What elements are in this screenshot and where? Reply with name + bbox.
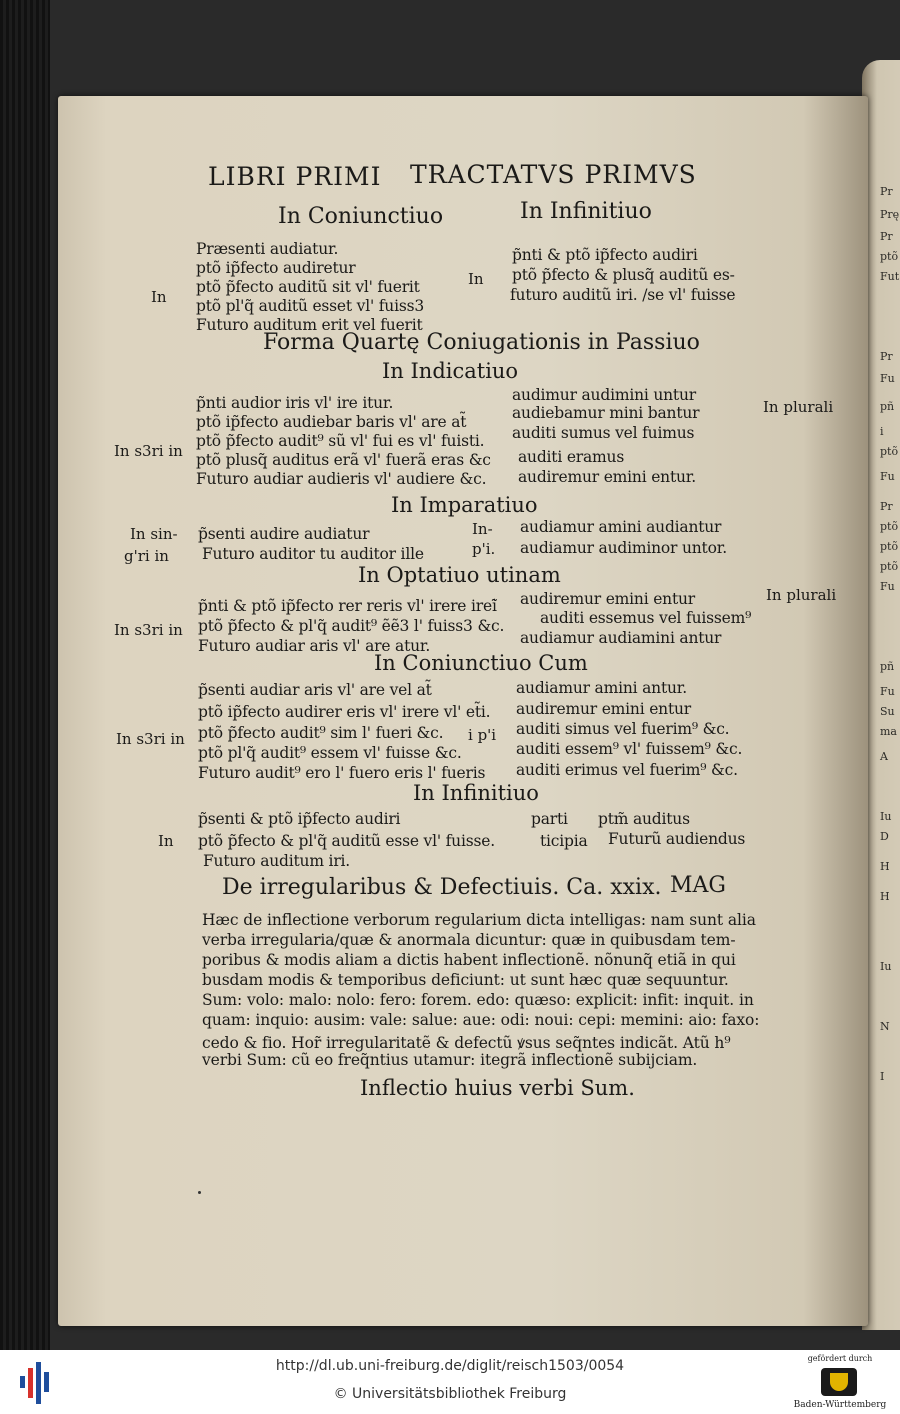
sec5-line: ptõ p̃fecto audit⁹ sim l' fueri &c.	[198, 724, 444, 742]
sec6-side-label: In	[158, 832, 174, 850]
sec1-line: futuro auditũ iri. /se vl' fuisse	[510, 286, 736, 304]
sec3-title: In Imparatiuo	[391, 493, 538, 517]
sec5-title: In Coniunctiuo Cum	[374, 651, 588, 675]
sec3-mid-label: p'i.	[472, 540, 496, 558]
sec3-side-label: In sin‑	[130, 525, 178, 543]
sec6-line: p̃senti & ptõ ip̃fecto audiri	[198, 810, 401, 828]
sec4-title: In Optatiuo utinam	[358, 563, 561, 587]
sec5-line: audiamur amini antur.	[516, 679, 687, 697]
facing-page-fragment: H	[880, 860, 890, 873]
sec6-line: ptm̃ auditus	[598, 810, 690, 828]
facing-page-fragment: Fut	[880, 270, 900, 283]
sec2-title: Forma Quartę Coniugationis in Passiuo	[263, 330, 700, 355]
sec6-title: In Infinitiuo	[413, 781, 539, 805]
book-edge	[0, 0, 50, 1350]
facing-page-fragment: H	[880, 890, 890, 903]
sec1-line: Præsenti audiatur.	[196, 240, 339, 258]
sec1-line: ptõ p̃fecto auditũ sit vl' fuerit	[196, 278, 420, 296]
facing-page-fragment: pñ	[880, 660, 895, 673]
sec3-line: audiamur amini audiantur	[520, 518, 722, 536]
sec5-line: p̃senti audiar aris vl' are vel at̃	[198, 681, 432, 699]
sec2-line: audiremur emini entur.	[518, 468, 696, 486]
viewer-footer	[0, 1350, 900, 1414]
sec6-mid-label: parti	[531, 810, 568, 828]
sec2-side-label-right: In plurali	[763, 398, 834, 416]
facing-page-fragment: A	[880, 750, 888, 763]
sec6-mid-label: ticipia	[540, 832, 588, 850]
copyright-notice: © Universitätsbibliothek Freiburg	[333, 1386, 567, 1402]
permalink-url[interactable]: http://dl.ub.uni-freiburg.de/diglit/reisch1503/0054	[275, 1358, 625, 1374]
facing-page-fragment: pñ	[880, 400, 895, 413]
sec4-line: audiamur audiamini antur	[520, 629, 722, 647]
sec3-side-label: g'ri in	[124, 547, 169, 565]
sec2-line: p̃nti audior iris vl' ire itur.	[196, 394, 394, 412]
sec5-line: auditi erimus vel fuerim⁹ &c.	[516, 761, 738, 779]
facing-page-fragment: Pr	[880, 350, 893, 363]
chapter-paragraph-line: quam: inquio: ausim: vale: salue: aue: odi: noui: cepi: memini: aio: faxo:	[202, 1011, 760, 1029]
sec1-mid-label: In	[468, 270, 484, 288]
book-page	[58, 96, 868, 1326]
sec2-line: audimur audimini untur	[512, 386, 696, 404]
sec2-line: ptõ ip̃fecto audiebar baris vl' are at̃	[196, 413, 467, 431]
sec4-line: auditi essemus vel fuissem⁹	[540, 609, 752, 627]
facing-page-fragment: I	[880, 1070, 885, 1083]
sec1-line: ptõ ip̃fecto audiretur	[196, 259, 356, 277]
sec3-mid-label: In‑	[472, 520, 493, 538]
facing-page-fragment: ptõ	[880, 560, 899, 573]
sec2-line: auditi sumus vel fuimus	[512, 424, 695, 442]
facing-page-fragment: Fu	[880, 372, 895, 385]
sec1-line: ptõ p̃fecto & plusq̃ auditũ es‑	[512, 266, 735, 284]
sec1-heading-left: In Coniunctiuo	[278, 204, 444, 229]
sponsor-block	[785, 1354, 895, 1412]
chapter-paragraph-line: verbi Sum: cũ eo freq̃ntius utamur: itegrã inflectionẽ subijciam.	[202, 1051, 698, 1069]
sec3-line: p̃senti audire audiatur	[198, 525, 370, 543]
sec3-line: Futuro auditor tu auditor ille	[202, 545, 424, 563]
facing-page-fragment: ptõ	[880, 445, 899, 458]
sec2-side-label: In s3ri in	[114, 442, 183, 460]
chapter-paragraph-line: poribus & modis aliam a dictis habent inflectionẽ. nõnunq̃ etiã in qui	[202, 951, 736, 969]
sec3-line: audiamur audiminor untor.	[520, 539, 727, 557]
sec2-line: Futuro audiar audieris vl' audiere &c.	[196, 470, 487, 488]
inflection-heading: Inflectio huius verbi Sum.	[360, 1076, 635, 1100]
sec1-heading-right: In Infinitiuo	[520, 199, 652, 224]
facing-page-fragment: N	[880, 1020, 890, 1033]
sec2-line: ptõ plusq̃ auditus erã vl' fuerã eras &c	[196, 451, 491, 469]
facing-page-fragment: Prę	[880, 208, 900, 221]
chapter-paragraph-line: verba irregularia/quæ & anormala dicuntur: quæ in quibusdam tem‑	[202, 931, 736, 949]
facing-page-fragment: Fu	[880, 580, 895, 593]
sec4-line: audiremur emini entur	[520, 590, 695, 608]
coat-of-arms-icon	[821, 1368, 857, 1396]
chapter-mark: MAG	[670, 873, 726, 898]
sec4-line: Futuro audiar aris vl' are atur.	[198, 637, 431, 655]
chapter-paragraph-line: busdam modis & temporibus deficiunt: ut sunt hæc quæ sequuntur.	[202, 971, 729, 989]
sec6-line: Futuro auditum iri.	[203, 852, 351, 870]
sec2-line: ptõ p̃fecto audit⁹ sũ vl' fui es vl' fuisti.	[196, 432, 485, 450]
facing-page-fragment: Iu	[880, 960, 892, 973]
chapter-title: De irregularibus & Defectiuis. Ca. xxix.	[222, 875, 662, 900]
sec2-line: audiebamur mini bantur	[512, 404, 700, 422]
running-header-right: TRACTATVS PRIMVS	[410, 160, 697, 189]
chapter-paragraph-line: cedo & fio. Hor̃ irregularitatẽ & defectũ ꝟsus seq̃ntes indicãt. Atũ h⁹	[202, 1034, 731, 1052]
facing-page-fragment: Fu	[880, 470, 895, 483]
facing-page-fragment: Su	[880, 705, 895, 718]
running-header-left: LIBRI PRIMI	[208, 162, 382, 191]
sec5-line: ptõ ip̃fecto audirer eris vl' irere vl' et̃i.	[198, 703, 491, 721]
sec5-side-label: In s3ri in	[116, 730, 185, 748]
facing-page-fragment: ptõ	[880, 250, 899, 263]
facing-page-fragment: ptõ	[880, 540, 899, 553]
sec5-mid-label: i p'i	[468, 726, 497, 744]
sec4-line: ptõ p̃fecto & pl'q̃ audit⁹ ẽẽ3 l' fuiss3 &c.	[198, 617, 505, 635]
facing-page-fragment: Pr	[880, 500, 893, 513]
sec5-line: ptõ pl'q̃ audit⁹ essem vl' fuisse &c.	[198, 744, 462, 762]
sec1-line: p̃nti & ptõ ip̃fecto audiri	[512, 246, 698, 264]
facing-page-fragment: Iu	[880, 810, 892, 823]
chapter-paragraph-line: Sum: volo: malo: nolo: fero: forem. edo: quæso: explicit: infit: inquit. in	[202, 991, 754, 1009]
sec1-line: ptõ pl'q̃ auditũ esset vl' fuiss3	[196, 297, 424, 315]
facing-page-fragment: i	[880, 425, 884, 438]
sec5-line: auditi essem⁹ vl' fuissem⁹ &c.	[516, 740, 743, 758]
sec4-side-label-right: In plurali	[766, 586, 837, 604]
sec1-line: Futuro auditum erit vel fuerit	[196, 316, 423, 334]
sec2-line: auditi eramus	[518, 448, 625, 466]
sec4-line: p̃nti & ptõ ip̃fecto rer reris vl' irere irei̇̃	[198, 597, 497, 615]
sponsor-caption: gefördert durch	[807, 1354, 873, 1363]
ink-speck	[198, 1191, 201, 1194]
facing-page-fragment: Pr	[880, 185, 893, 198]
sec1-side-label: In	[151, 288, 167, 306]
facing-page-fragment: D	[880, 830, 889, 843]
chapter-paragraph-line: Hæc de inflectione verborum regularium dicta intelligas: nam sunt alia	[202, 911, 756, 929]
sec6-line: ptõ p̃fecto & pl'q̃ auditũ esse vl' fuisse.	[198, 832, 495, 850]
sec5-line: Futuro audit⁹ ero l' fuero eris l' fueris	[198, 764, 486, 782]
facing-page-fragment: Pr	[880, 230, 893, 243]
sponsor-name: Baden-Württemberg	[793, 1400, 887, 1410]
sec4-side-label: In s3ri in	[114, 621, 183, 639]
facing-page-fragment: ptõ	[880, 520, 899, 533]
sec5-line: auditi simus vel fuerim⁹ &c.	[516, 720, 730, 738]
facing-page-fragment: Fu	[880, 685, 895, 698]
sec5-line: audiremur emini entur	[516, 700, 691, 718]
sec6-line: Futurũ audiendus	[608, 830, 746, 848]
sec2-subtitle: In Indicatiuo	[382, 359, 519, 383]
facing-page-fragment: ma	[880, 725, 897, 738]
